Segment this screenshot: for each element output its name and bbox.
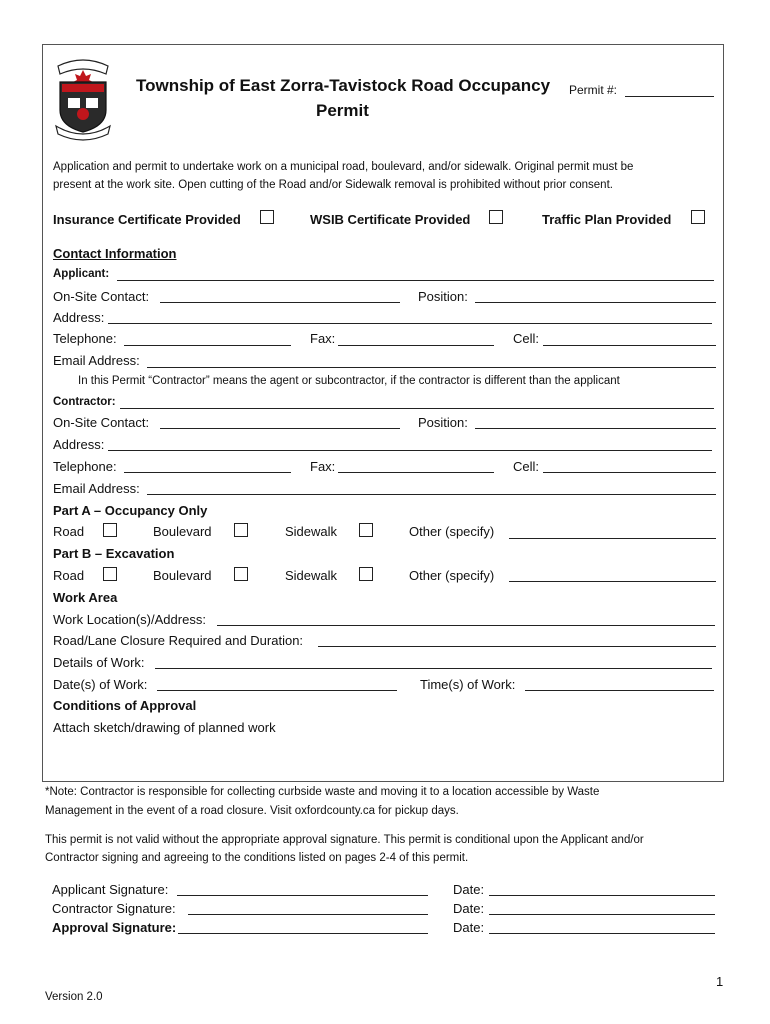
contractor-onsite-contact-field[interactable]: [160, 428, 400, 429]
contractor-address-field[interactable]: [108, 450, 712, 451]
insurance-label: Insurance Certificate Provided: [53, 212, 241, 227]
part-b-sidewalk-label: Sidewalk: [285, 568, 338, 583]
fax-label: Fax:: [310, 331, 336, 346]
intro-line2: present at the work site. Open cutting of the Road and/or Sidewalk removal is prohibited without prior consent.: [53, 179, 613, 191]
contractor-date-label: Date:: [453, 901, 485, 916]
waste-note-line2: Management in the event of a road closure. Visit oxfordcounty.ca for pickup days.: [45, 805, 459, 817]
approval-signature-label: Approval Signature:: [52, 920, 177, 935]
part-a-heading: Part A – Occupancy Only: [53, 503, 208, 518]
validity-note-line1: This permit is not valid without the appropriate approval signature. This permit is conditional upon the Applicant and/or: [45, 834, 644, 846]
dates-of-work-label: Date(s) of Work:: [53, 677, 148, 692]
part-a-road-label: Road: [53, 524, 85, 539]
approval-date-label: Date:: [453, 920, 485, 935]
validity-note-line2: Contractor signing and agreeing to the conditions listed on pages 2-4 of this permit.: [45, 852, 469, 864]
applicant-date-label: Date:: [453, 882, 485, 897]
attach-sketch-text: Attach sketch/drawing of planned work: [53, 720, 276, 735]
work-location-field[interactable]: [217, 625, 715, 626]
email-label: Email Address:: [53, 353, 140, 368]
page-number: 1: [716, 974, 724, 989]
township-crest-icon: [50, 52, 116, 142]
approval-date-field[interactable]: [489, 933, 715, 934]
contractor-position-field[interactable]: [475, 428, 716, 429]
applicant-date-field[interactable]: [489, 895, 715, 896]
intro-line1: Application and permit to undertake work on a municipal road, boulevard, and/or sidewalk. Original permit must be: [53, 161, 634, 173]
contractor-fax-field[interactable]: [338, 472, 494, 473]
part-a-sidewalk-label: Sidewalk: [285, 524, 338, 539]
part-a-boulevard-label: Boulevard: [153, 524, 212, 539]
part-a-road-checkbox[interactable]: [103, 523, 117, 537]
contractor-fax-label: Fax:: [310, 459, 336, 474]
permit-number-field[interactable]: [625, 96, 714, 97]
contractor-telephone-label: Telephone:: [53, 459, 117, 474]
contact-heading: Contact Information: [53, 246, 177, 261]
details-field[interactable]: [155, 668, 712, 669]
applicant-field[interactable]: [117, 280, 714, 281]
contractor-position-label: Position:: [418, 415, 468, 430]
closure-label: Road/Lane Closure Required and Duration:: [53, 633, 304, 648]
applicant-signature-field[interactable]: [177, 895, 428, 896]
details-label: Details of Work:: [53, 655, 145, 670]
telephone-field[interactable]: [124, 345, 291, 346]
times-of-work-label: Time(s) of Work:: [420, 677, 516, 692]
form-title-line1: Township of East Zorra-Tavistock Road Occupancy: [136, 76, 551, 95]
applicant-signature-label: Applicant Signature:: [52, 882, 169, 897]
part-b-sidewalk-checkbox[interactable]: [359, 567, 373, 581]
conditions-heading: Conditions of Approval: [53, 698, 197, 713]
address-label: Address:: [53, 310, 105, 325]
fax-field[interactable]: [338, 345, 494, 346]
traffic-plan-label: Traffic Plan Provided: [542, 212, 672, 227]
work-area-heading: Work Area: [53, 590, 118, 605]
waste-note-line1: *Note: Contractor is responsible for collecting curbside waste and moving it to a location accessible by Waste: [45, 786, 600, 798]
contractor-definition-note: In this Permit “Contractor” means the agent or subcontractor, if the contractor is different than the applicant: [78, 375, 620, 387]
position-label: Position:: [418, 289, 468, 304]
position-field[interactable]: [475, 302, 716, 303]
wsib-checkbox[interactable]: [489, 210, 503, 224]
contractor-cell-label: Cell:: [513, 459, 540, 474]
onsite-contact-field[interactable]: [160, 302, 400, 303]
contractor-cell-field[interactable]: [543, 472, 716, 473]
closure-field[interactable]: [318, 646, 716, 647]
form-border: [42, 44, 724, 782]
part-b-other-field[interactable]: [509, 581, 716, 582]
part-b-heading: Part B – Excavation: [53, 546, 175, 561]
applicant-label: Applicant:: [53, 268, 110, 280]
contractor-telephone-field[interactable]: [124, 472, 291, 473]
contractor-signature-field[interactable]: [188, 914, 428, 915]
permit-number-label: Permit #:: [569, 83, 618, 97]
dates-of-work-field[interactable]: [157, 690, 397, 691]
part-a-other-field[interactable]: [509, 538, 716, 539]
contractor-address-label: Address:: [53, 437, 105, 452]
address-field[interactable]: [108, 323, 712, 324]
part-a-sidewalk-checkbox[interactable]: [359, 523, 373, 537]
traffic-plan-checkbox[interactable]: [691, 210, 705, 224]
part-b-other-label: Other (specify): [409, 568, 495, 583]
part-a-boulevard-checkbox[interactable]: [234, 523, 248, 537]
telephone-label: Telephone:: [53, 331, 117, 346]
part-a-other-label: Other (specify): [409, 524, 495, 539]
contractor-email-label: Email Address:: [53, 481, 140, 496]
insurance-checkbox[interactable]: [260, 210, 274, 224]
contractor-date-field[interactable]: [489, 914, 715, 915]
version-label: Version 2.0: [45, 991, 103, 1003]
contractor-label: Contractor:: [53, 396, 116, 408]
contractor-signature-label: Contractor Signature:: [52, 901, 176, 916]
part-b-road-label: Road: [53, 568, 85, 583]
part-b-boulevard-checkbox[interactable]: [234, 567, 248, 581]
cell-label: Cell:: [513, 331, 540, 346]
work-location-label: Work Location(s)/Address:: [53, 612, 206, 627]
contractor-email-field[interactable]: [147, 494, 716, 495]
approval-signature-field[interactable]: [178, 933, 428, 934]
onsite-contact-label: On-Site Contact:: [53, 289, 150, 304]
cell-field[interactable]: [543, 345, 716, 346]
part-b-road-checkbox[interactable]: [103, 567, 117, 581]
contractor-field[interactable]: [120, 408, 714, 409]
form-title-line2: Permit: [316, 101, 369, 120]
contractor-onsite-contact-label: On-Site Contact:: [53, 415, 150, 430]
times-of-work-field[interactable]: [525, 690, 714, 691]
wsib-label: WSIB Certificate Provided: [310, 212, 471, 227]
email-field[interactable]: [147, 367, 716, 368]
part-b-boulevard-label: Boulevard: [153, 568, 212, 583]
